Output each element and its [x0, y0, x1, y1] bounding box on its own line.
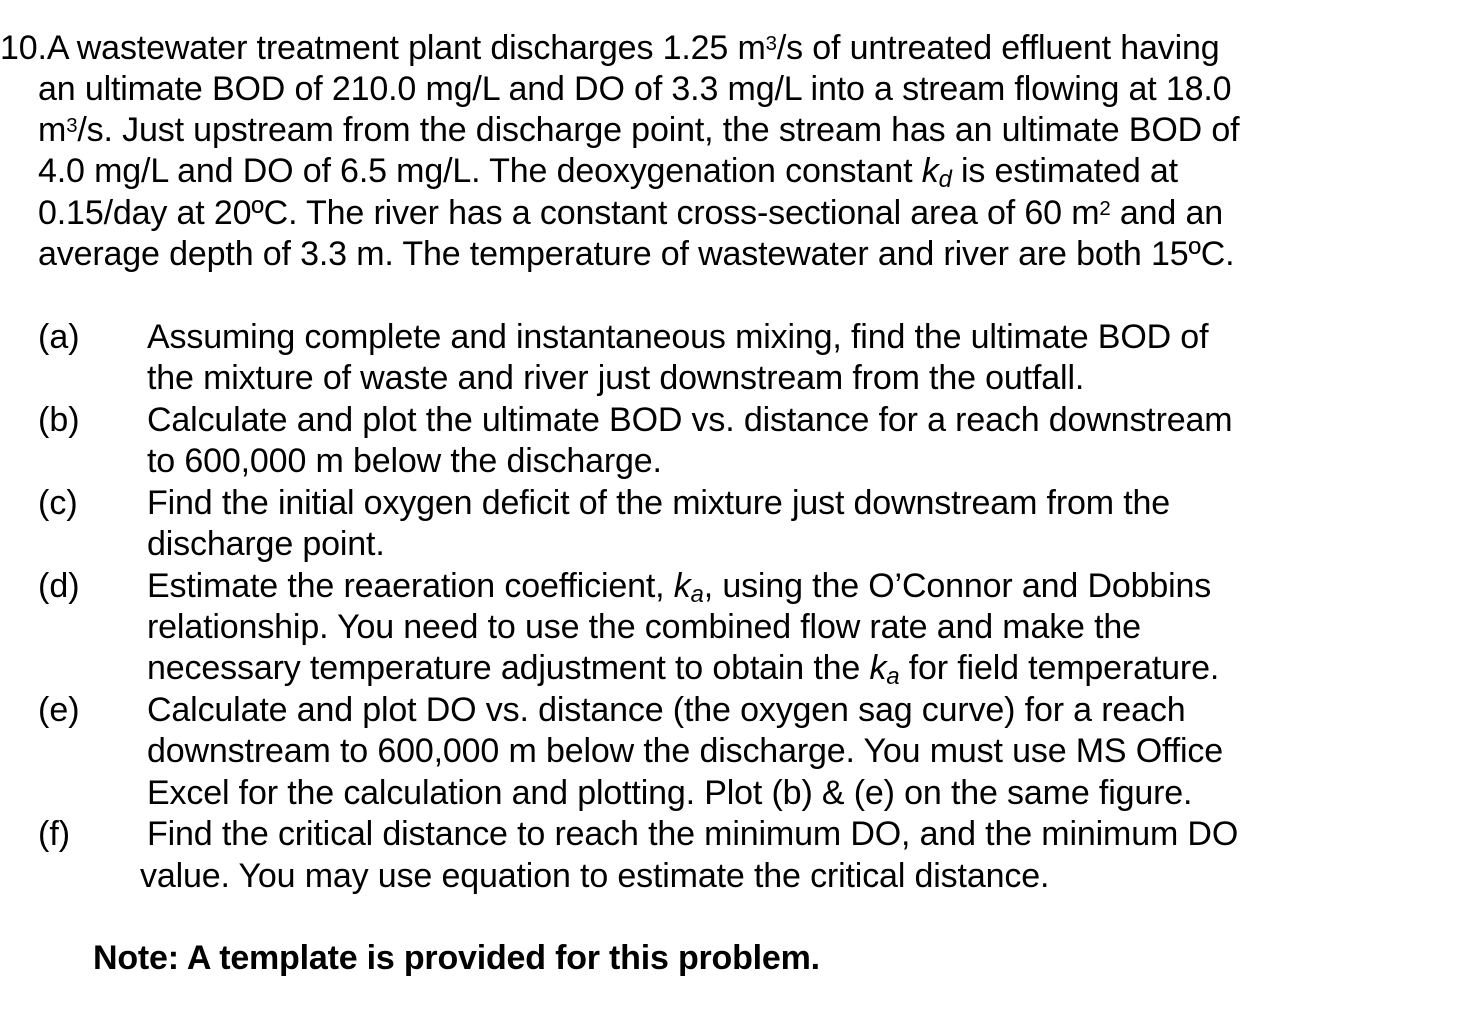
part-e-label: (e) [38, 691, 80, 729]
part-c-line-1: Find the initial oxygen deficit of the mixture just downstream from the [147, 484, 1171, 522]
part-e-line-2: downstream to 600,000 m below the discharge. You must use MS Office [147, 732, 1224, 770]
part-a-line-2: the mixture of waste and river just downstream from the outfall. [147, 359, 1085, 397]
part-d-line-2: relationship. You need to use the combined flow rate and make the [147, 608, 1141, 646]
part-e-line-3: Excel for the calculation and plotting. Plot (b) & (e) on the same figure. [147, 774, 1193, 812]
part-f-line-1: Find the critical distance to reach the minimum DO, and the minimum DO [147, 815, 1239, 853]
part-b-line-2: to 600,000 m below the discharge. [147, 442, 662, 480]
part-d-label: (d) [38, 567, 80, 605]
part-c-label: (c) [38, 484, 78, 522]
part-e-line-1: Calculate and plot DO vs. distance (the oxygen sag curve) for a reach [147, 691, 1186, 729]
problem-line-2: an ultimate BOD of 210.0 mg/L and DO of 3.3 mg/L into a stream flowing at 18.0 [38, 70, 1232, 108]
part-f-label: (f) [38, 815, 71, 853]
part-a-label: (a) [38, 318, 80, 356]
part-a-line-1: Assuming complete and instantaneous mixing, find the ultimate BOD of [147, 318, 1209, 356]
part-b-line-1: Calculate and plot the ultimate BOD vs. distance for a reach downstream [147, 401, 1233, 439]
problem-line-1: 10.A wastewater treatment plant discharges 1.25 $m^3/s$ of untreated effluent having [0, 29, 1220, 67]
template-note: Note: A template is provided for this problem. [93, 939, 820, 977]
problem-line-4: 4.0 mg/L and DO of 6.5 mg/L. The deoxygenation constant kd is estimated at [38, 152, 1178, 193]
problem-number: 10. [0, 29, 47, 67]
part-f-line-2: value. You may use equation to estimate the critical distance. [140, 857, 1050, 895]
problem-line-3: $m^3/s$. Just upstream from the discharge point, the stream has an ultimate BOD of [38, 111, 1240, 149]
problem-line-6: average depth of 3.3 m. The temperature of wastewater and river are both 15ºC. [38, 235, 1235, 273]
problem-line-5: 0.15/day at 20ºC. The river has a constant cross-sectional area of 60 $m^2$ and an [38, 194, 1223, 232]
part-d-line-1: Estimate the reaeration coefficient, ka, using the O’Connor and Dobbins [147, 567, 1212, 608]
part-d-line-3: necessary temperature adjustment to obtain the ka for field temperature. [147, 649, 1220, 690]
part-b-label: (b) [38, 401, 80, 439]
part-c-line-2: discharge point. [147, 525, 385, 563]
